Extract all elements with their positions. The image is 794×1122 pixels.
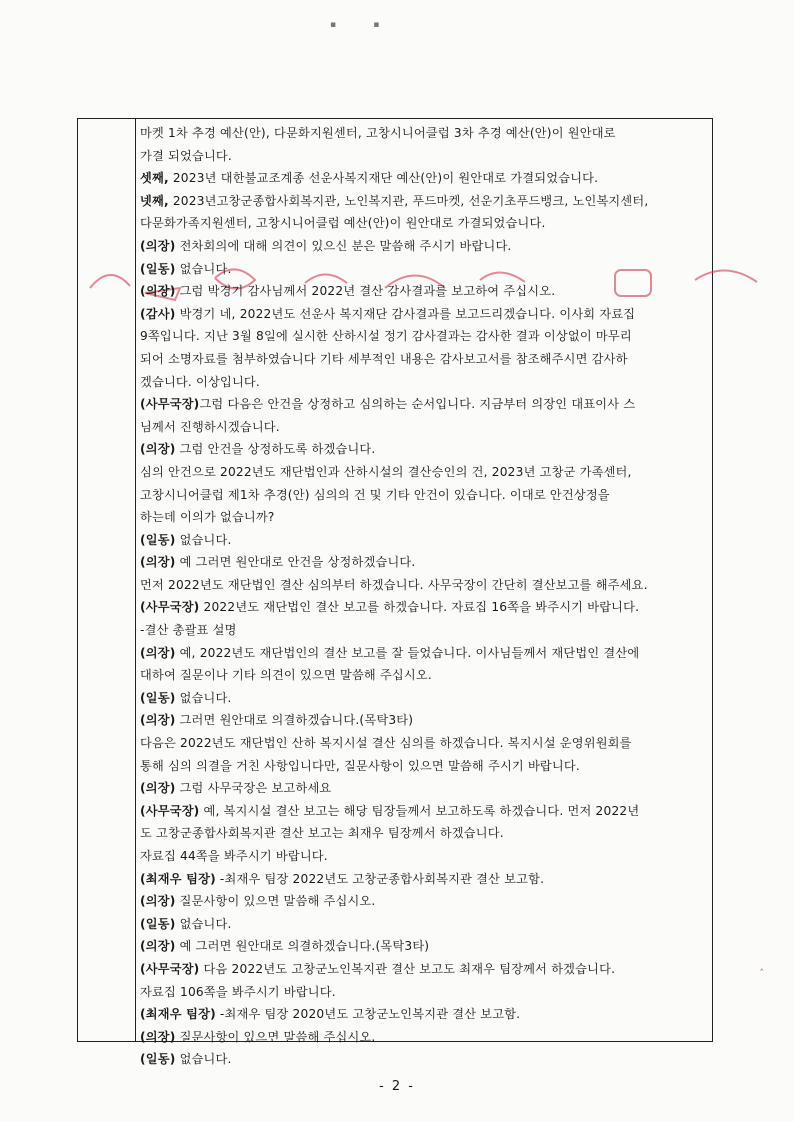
minutes-line: (사무국장) 예, 복지시설 결산 보고는 해당 팀장들께서 보고하도록 하겠습니다. 먼저 2022년: [140, 803, 640, 818]
minutes-line: (의장) 그러면 원안대로 의결하겠습니다.(목탁3타): [140, 713, 414, 728]
minutes-line: 가결 되었습니다.: [140, 148, 232, 163]
minutes-line: (의장) 질문사항이 있으면 말씀해 주십시오.: [140, 894, 376, 909]
minutes-line: 되어 소명자료를 첨부하였습니다 기타 세부적인 내용은 감사보고서를 참조해주시면 감사하: [140, 351, 628, 366]
minutes-line: (의장) 그럼 박경기 감사님께서 2022년 결산 감사결과를 보고하여 주십시오.: [140, 284, 556, 299]
minutes-line: 먼저 2022년도 재단법인 결산 심의부터 하겠습니다. 사무국장이 간단히 결산보고를 해주세요.: [140, 577, 648, 592]
minutes-line: 대하여 질문이나 기타 의견이 있으면 말씀해 주십시오.: [140, 668, 432, 683]
minutes-line: 넷째, 2023년고창군종합사회복지관, 노인복지관, 푸드마켓, 선운기초푸드뱅크, 노인복지센터,: [140, 193, 649, 208]
minutes-line: (의장) 예 그러면 원안대로 의결하겠습니다.(목탁3타): [140, 939, 430, 954]
minutes-line: (사무국장) 다음 2022년도 고창군노인복지관 결산 보고도 최재우 팀장께서 하겠습니다.: [140, 961, 616, 976]
minutes-line: (일동) 없습니다.: [140, 1052, 232, 1067]
minutes-line: 고창시니어클럽 제1차 추경(안) 심의의 건 및 기타 안건이 있습니다. 이대로 안건상정을: [140, 487, 610, 502]
page-number: - 2 -: [379, 1079, 415, 1094]
minutes-line: (일동) 없습니다.: [140, 261, 232, 276]
minutes-line: (감사) 박경기 네, 2022년도 선운사 복지재단 감사결과를 보고드리겠습니다. 이사회 자료집: [140, 306, 636, 321]
minutes-line: (일동) 없습니다.: [140, 690, 232, 705]
minutes-line: 통해 심의 의결을 거친 사항입니다만, 질문사항이 있으면 말씀해 주시기 바랍니다.: [140, 758, 580, 773]
minutes-line: 도 고창군종합사회복지관 결산 보고는 최재우 팀장께서 하겠습니다.: [140, 826, 504, 841]
minutes-line: -결산 총괄표 설명: [140, 623, 237, 638]
minutes-line: (의장) 예 그러면 원안대로 안건을 상정하겠습니다.: [140, 555, 416, 570]
minutes-line: (의장) 전차회의에 대해 의견이 있으신 분은 말씀해 주시기 바랍니다.: [140, 238, 512, 253]
minutes-line: 셋째, 2023년 대한불교조계종 선운사복지재단 예산(안)이 원안대로 가결되었습니다.: [140, 171, 599, 186]
minutes-line: 자료집 106쪽을 봐주시기 바랍니다.: [140, 984, 336, 999]
minutes-line: (최재우 팀장) -최재우 팀장 2022년도 고창군종합사회복지관 결산 보고함.: [140, 871, 545, 886]
minutes-line: 다음은 2022년도 재단법인 산하 복지시설 결산 심의를 하겠습니다. 복지시설 운영위원회를: [140, 736, 632, 751]
minutes-line: (의장) 예, 2022년도 재단법인의 결산 보고를 잘 들었습니다. 이사님들께서 재단법인 결산에: [140, 645, 640, 660]
minutes-line: 심의 안건으로 2022년도 재단법인과 산하시설의 결산승인의 건, 2023년 고창군 가족센터,: [140, 464, 632, 479]
minutes-body: [140, 122, 712, 1071]
minutes-line: 하는데 이의가 없습니까?: [140, 510, 275, 525]
minutes-line: 겠습니다. 이상입니다.: [140, 374, 260, 389]
minutes-line: 9쪽입니다. 지난 3월 8일에 실시한 산하시설 정기 감사결과는 감사한 결과 이상없이 마무리: [140, 329, 632, 344]
minutes-line: 님께서 진행하시겠습니다.: [140, 419, 280, 434]
minutes-line: (사무국장) 2022년도 재단법인 결산 보고를 하겠습니다. 자료집 16쪽을 봐주시기 바랍니다.: [140, 600, 640, 615]
minutes-line: (의장) 그럼 안건을 상정하도록 하겠습니다.: [140, 442, 376, 457]
minutes-line: (일동) 없습니다.: [140, 532, 232, 547]
minutes-line: (사무국장)그럼 다음은 안건을 상정하고 심의하는 순서입니다. 지금부터 의장인 대표이사 스: [140, 397, 636, 412]
margin-mark: ‸: [760, 960, 764, 971]
minutes-line: (의장) 그럼 사무국장은 보고하세요: [140, 781, 332, 796]
scan-marks: ▪ ▪: [330, 20, 380, 30]
minutes-line: 자료집 44쪽을 봐주시기 바랍니다.: [140, 849, 328, 863]
minutes-line: 마켓 1차 추경 예산(안), 다문화지원센터, 고창시니어클럽 3차 추경 예산(안)이 원안대로: [140, 126, 616, 140]
minutes-line: (일동) 없습니다.: [140, 916, 232, 931]
minutes-line: (최재우 팀장) -최재우 팀장 2020년도 고창군노인복지관 결산 보고함.: [140, 1007, 521, 1022]
minutes-line: (의장) 질문사항이 있으면 말씀해 주십시오.: [140, 1029, 376, 1044]
table-column-divider: [135, 119, 136, 1041]
minutes-line: 다문화가족지원센터, 고창시니어클럽 예산(안)이 원안대로 가결되었습니다.: [140, 216, 546, 231]
